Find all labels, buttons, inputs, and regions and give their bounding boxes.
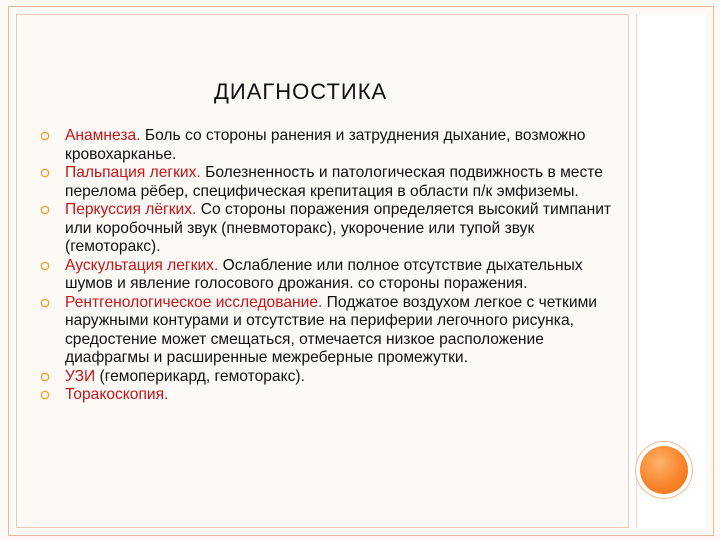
circle-bullet-icon (40, 372, 50, 382)
circle-bullet-icon (40, 168, 50, 178)
item-text: Поджатое воздухом легкое с четкими наружными контурами и отсутствие на периферии легочного рисунка, средостение может смещаться, отмечается низкое расположение диафрагмы и расширенные межреберные промежутки. (65, 293, 598, 366)
orange-orb-icon (640, 446, 688, 494)
slide-title: ДИАГНОСТИКА (214, 79, 388, 104)
list-item (40, 164, 620, 201)
item-term: УЗИ (65, 367, 96, 385)
diagnostics-list (40, 127, 620, 405)
item-text: Со стороны поражения определяется высокий тимпанит или коробочный звук (пневмоторакс), укорочение или тупой звук (гемоторакс). (65, 201, 612, 255)
list-item (40, 127, 620, 164)
list-item (40, 368, 620, 387)
list-item (40, 201, 620, 257)
item-text: Болезненность и патологическая подвижность в месте перелома рёбер, специфическая крепитация в области п/к эмфиземы. (65, 164, 603, 200)
circle-bullet-icon (40, 298, 50, 308)
list-item (40, 257, 620, 294)
list-item (40, 386, 620, 405)
list-item (40, 294, 620, 368)
item-term: Торакоскопия. (65, 386, 169, 403)
item-text: (гемоперикард, гемоторакс). (95, 367, 305, 385)
item-text: Боль со стороны ранения и затруднения дыхание, возможно кровохарканье. (65, 127, 586, 163)
decorative-side-line (636, 14, 637, 528)
item-term: Аускультация легких. (65, 256, 219, 274)
circle-bullet-icon (40, 131, 50, 141)
item-term: Перкуссия лёгких. (65, 201, 197, 218)
item-term: Анамнеза. (65, 127, 141, 144)
item-text: Ослабление или полное отсутствие дыхательных шумов и явление голосового дрожания. со стороны поражения. (65, 256, 583, 292)
circle-bullet-icon (40, 261, 50, 271)
item-term: Пальпация легких. (65, 164, 201, 181)
item-term: Рентгенологическое исследование. (65, 293, 323, 311)
circle-bullet-icon (40, 390, 50, 400)
circle-bullet-icon (40, 205, 50, 215)
